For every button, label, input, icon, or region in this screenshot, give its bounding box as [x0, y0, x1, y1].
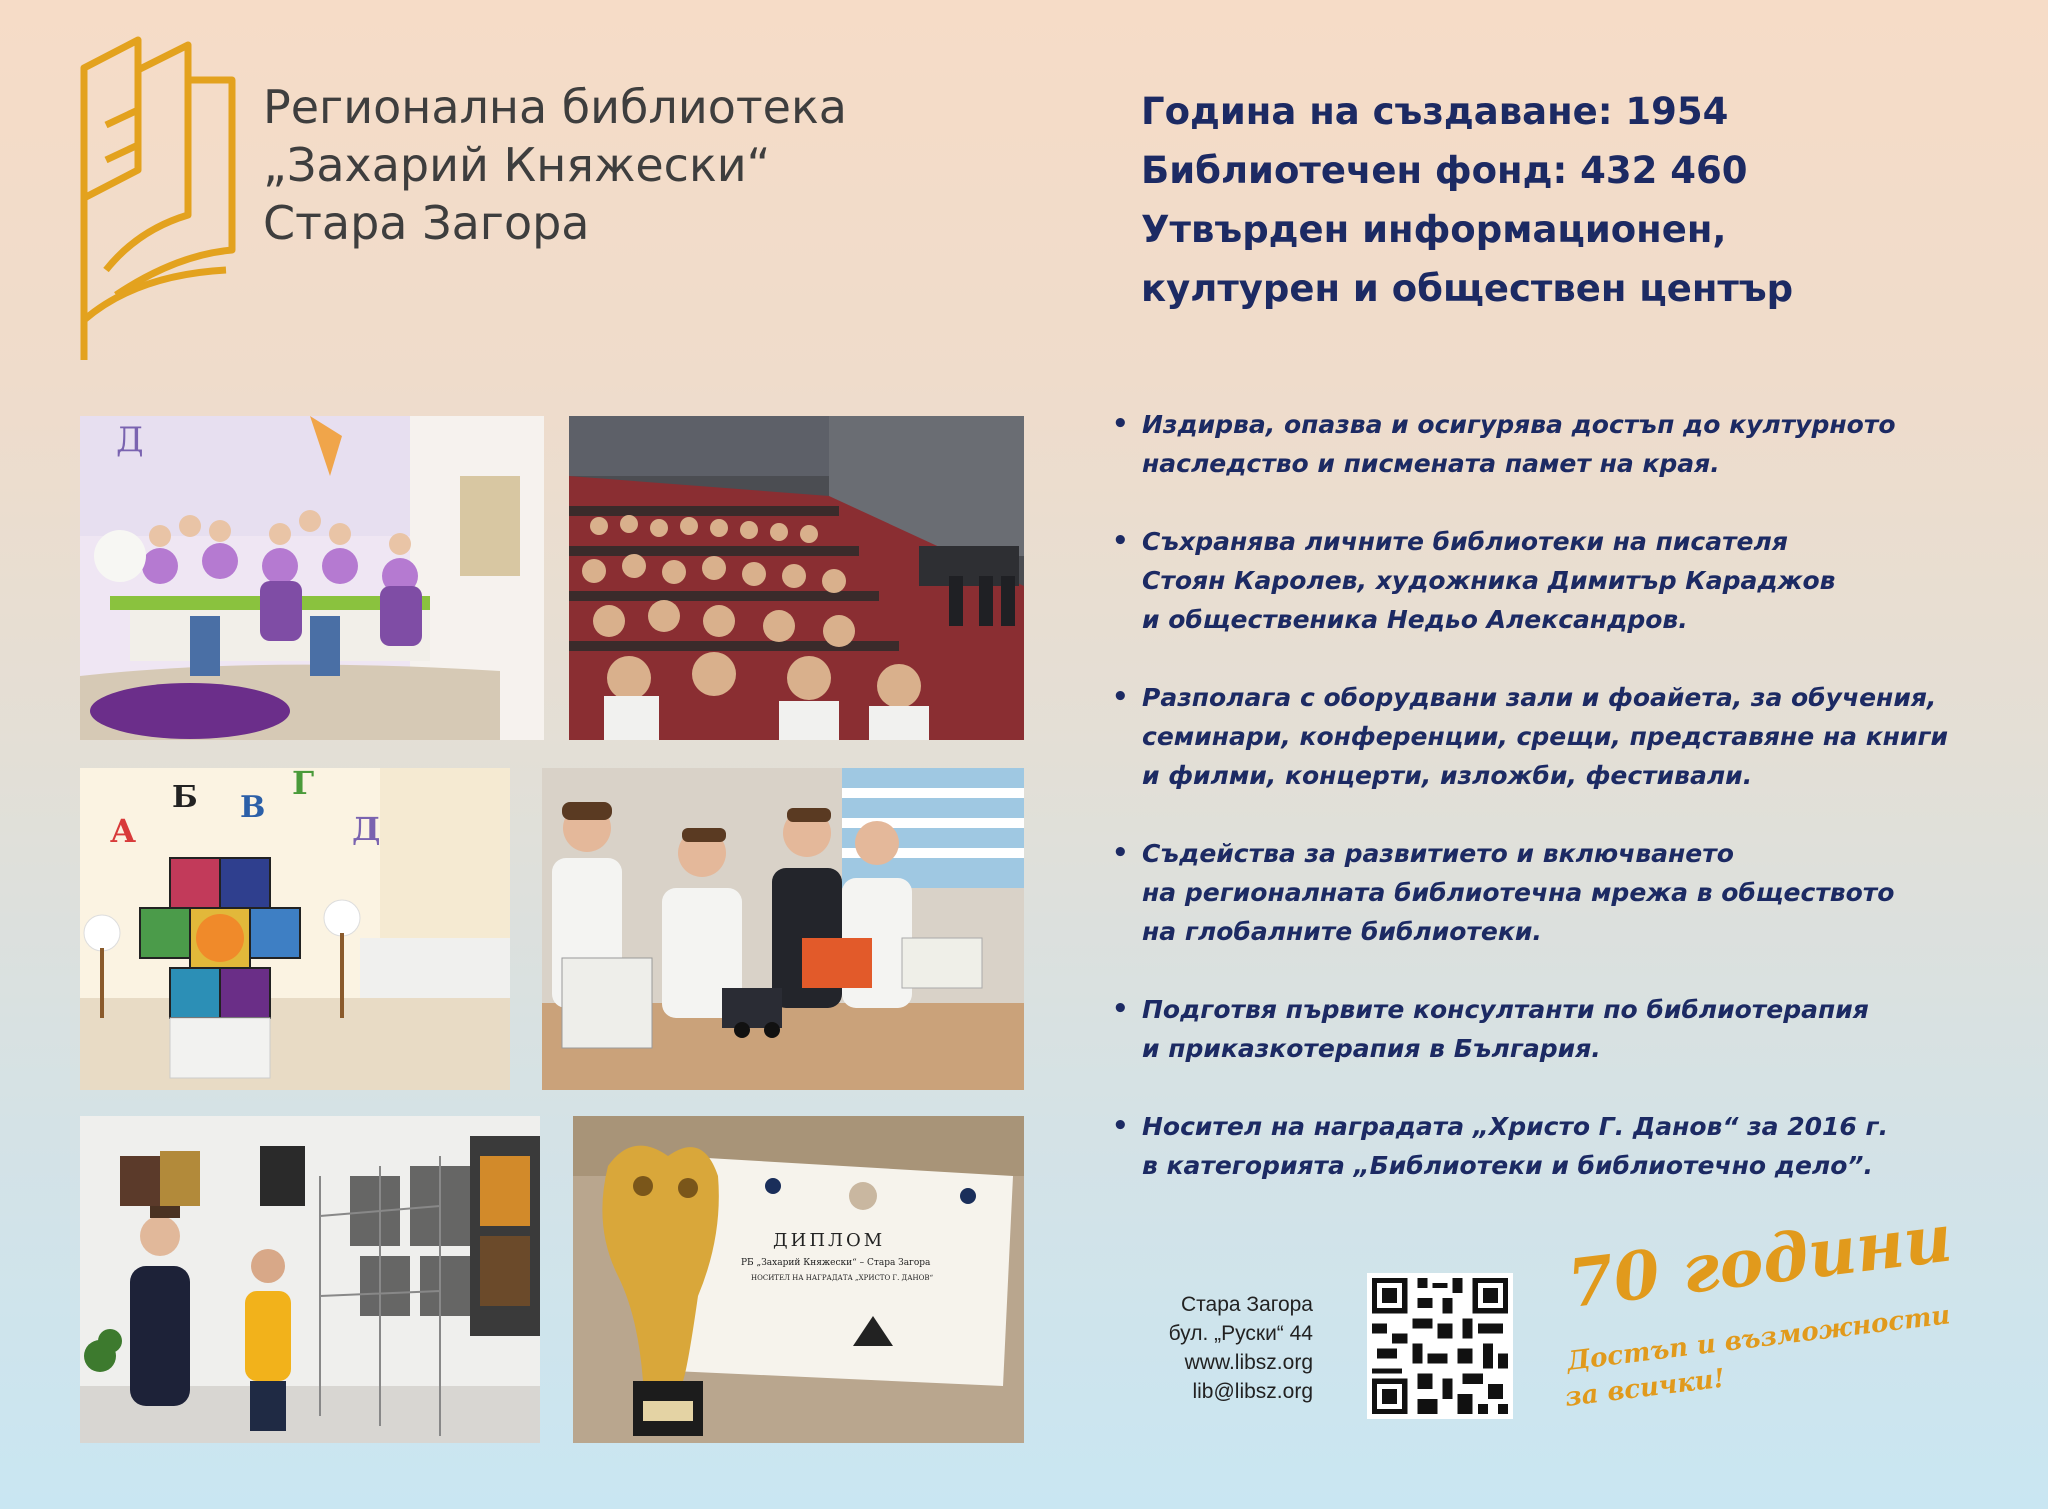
room-letter: А	[110, 812, 137, 850]
list-item	[1112, 522, 2012, 639]
room-letter: Г	[292, 768, 315, 802]
room-letter: В	[240, 790, 266, 825]
room-letter: Б	[172, 780, 198, 815]
contact-city: Стара Загора	[1180, 1293, 1313, 1316]
activities-list	[1112, 405, 2012, 1224]
key-facts	[1141, 82, 2001, 318]
list-item-line: Стоян Каролев, художника Димитър Караджов	[1142, 566, 1836, 595]
list-item-line: на регионалната библиотечна мрежа в обществото	[1142, 878, 1895, 907]
anniversary-slogan	[1563, 1198, 2023, 1425]
contact-info	[1090, 1290, 1313, 1406]
list-item-line: семинари, конференции, срещи, представяне на книги	[1142, 722, 1949, 751]
list-item	[1112, 1107, 2012, 1185]
diploma-title: ДИПЛОМ	[773, 1230, 886, 1251]
list-item-line: • Съхранява личните библиотеки на писателя	[1142, 527, 1788, 556]
list-item-line: и общественика Недьо Александров.	[1142, 605, 1688, 634]
list-item-line: • Разполага с оборудвани зали и фоайета, за обучения,	[1142, 683, 1937, 712]
photo-children-cheering	[80, 416, 544, 740]
list-item-line: • Подготвя първите консултанти по библиотерапия	[1142, 995, 1869, 1024]
fact-founded: Година на създаване: 1954	[1141, 90, 1729, 133]
diploma-line2: НОСИТЕЛ НА НАГРАДАТА „ХРИСТО Г. ДАНОВ“	[751, 1274, 934, 1282]
list-item	[1112, 405, 2012, 483]
letter-d-decoration: Д	[116, 420, 144, 460]
anniversary-title: 70 години	[1563, 1198, 1957, 1323]
list-item-line: на глобалните библиотеки.	[1142, 917, 1542, 946]
list-item	[1112, 834, 2012, 951]
list-item-line: наследство и писмената памет на края.	[1142, 449, 1720, 478]
list-item-line: в категорията „Библиотеки и библиотечно дело”.	[1142, 1151, 1873, 1180]
list-item-line: и филми, концерти, изложби, фестивали.	[1142, 761, 1753, 790]
photo-children-room	[80, 768, 510, 1090]
list-item	[1112, 990, 2012, 1068]
photo-robotics-students	[542, 768, 1024, 1090]
list-item-line: и приказкотерапия в България.	[1142, 1034, 1601, 1063]
room-letter: Д	[352, 810, 381, 848]
anniversary-subtitle: за всички!	[1563, 1363, 1727, 1413]
fact-center-line1: Утвърден информационен,	[1141, 208, 1727, 251]
fact-center-line2: културен и обществен център	[1141, 267, 1794, 310]
photo-award-diploma	[573, 1116, 1024, 1443]
list-item-line: • Издирва, опазва и осигурява достъп до културното	[1142, 410, 1896, 439]
library-name-line: „Захарий Княжески“	[263, 138, 771, 192]
library-name-line: Регионална библиотека	[263, 80, 847, 134]
list-item-line: • Съдейства за развитието и включването	[1142, 839, 1734, 868]
library-name-line: Стара Загора	[263, 196, 590, 250]
library-name	[263, 78, 883, 252]
fact-collection: Библиотечен фонд: 432 460	[1141, 149, 1748, 192]
contact-email[interactable]: lib@libsz.org	[1192, 1380, 1313, 1403]
contact-street: бул. „Руски“ 44	[1168, 1322, 1313, 1345]
list-item-line: • Носител на наградата „Христо Г. Данов“ за 2016 г.	[1142, 1112, 1889, 1141]
contact-website[interactable]: www.libsz.org	[1184, 1351, 1313, 1374]
library-logo-icon	[76, 20, 236, 365]
anniversary-subtitle: Достъп и възможности	[1565, 1300, 1952, 1377]
list-item	[1112, 678, 2012, 795]
photo-auditorium-event	[569, 416, 1024, 740]
qr-code-icon	[1367, 1273, 1513, 1419]
diploma-line1: РБ „Захарий Княжески“ – Стара Загора	[741, 1258, 931, 1268]
photo-art-exhibition	[80, 1116, 540, 1443]
